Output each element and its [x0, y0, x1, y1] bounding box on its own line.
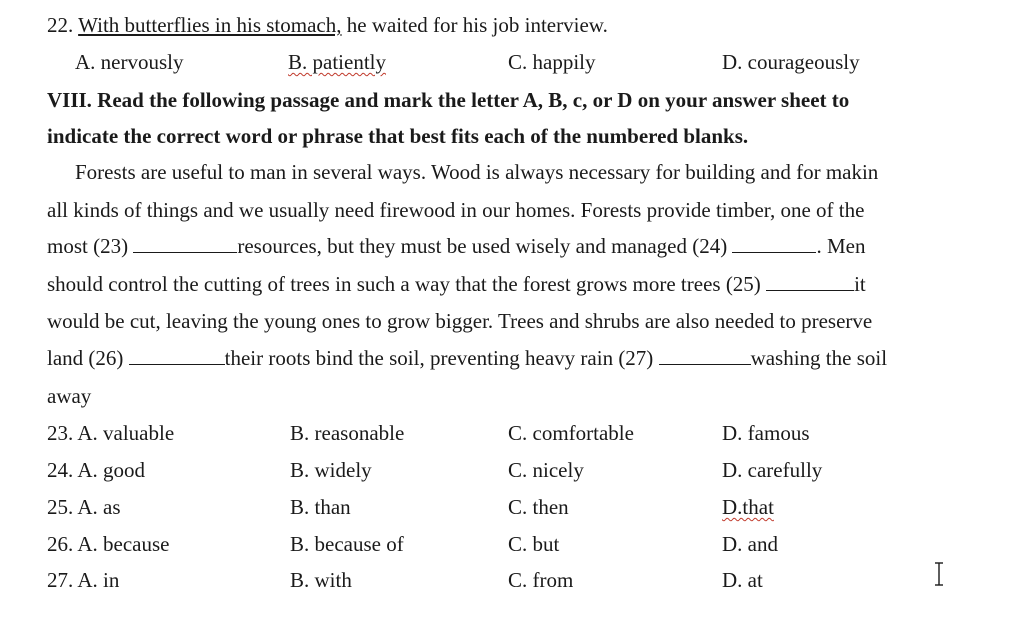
question-22-option-a: A. nervously	[75, 50, 184, 74]
question-26-option-d: D. and	[722, 532, 778, 556]
question-22-number: 22.	[47, 13, 74, 37]
blank-25	[766, 272, 854, 291]
question-27-option-d: D. at	[722, 568, 763, 592]
question-22-underlined-phrase: With butterflies in his stomach,	[78, 13, 342, 37]
question-23-option-a: 23. A. valuable	[47, 421, 175, 445]
question-23-option-c: C. comfortable	[508, 421, 634, 445]
question-24-option-a: 24. A. good	[47, 458, 146, 482]
passage-line-4	[47, 270, 866, 298]
text-cursor-icon	[932, 562, 946, 586]
question-23-option-b: B. reasonable	[290, 421, 405, 445]
blank-27	[659, 346, 751, 365]
passage-line-4-b: it	[854, 272, 866, 296]
question-25-option-b: B. than	[290, 495, 351, 519]
question-24-option-c: C. nicely	[508, 458, 584, 482]
question-22-rest: he waited for his job interview.	[341, 13, 608, 37]
question-24-option-b: B. widely	[290, 458, 372, 482]
passage-line-2: all kinds of things and we usually need firewood in our homes. Forests provide timber, one of the	[47, 198, 865, 222]
passage-line-6-b: their roots bind the soil, preventing heavy rain (27)	[224, 346, 659, 370]
passage-line-1: Forests are useful to man in several ways. Wood is always necessary for building and for makin	[75, 160, 879, 184]
question-27-option-a: 27. A. in	[47, 568, 120, 592]
passage-line-5: would be cut, leaving the young ones to grow bigger. Trees and shrubs are also needed to preserve	[47, 309, 873, 333]
question-22-option-b	[288, 48, 386, 76]
question-24-option-d: D. carefully	[722, 458, 823, 482]
question-26-option-c: C. but	[508, 532, 560, 556]
question-23-option-d: D. famous	[722, 421, 810, 445]
question-25-option-d	[722, 493, 774, 521]
question-22-option-d: D. courageously	[722, 50, 860, 74]
question-22-option-b-text: B. patiently	[288, 50, 386, 74]
section-heading-line-2: indicate the correct word or phrase that best fits each of the numbered blanks.	[47, 124, 749, 148]
passage-line-6	[47, 344, 887, 372]
blank-24	[732, 234, 816, 253]
passage-line-3-c: . Men	[816, 234, 866, 258]
question-22-stem	[47, 11, 608, 39]
blank-26	[129, 346, 225, 365]
question-25-option-a: 25. A. as	[47, 495, 121, 519]
blank-23	[133, 234, 237, 253]
passage-line-3	[47, 232, 865, 260]
question-27-option-b: B. with	[290, 568, 352, 592]
passage-line-7: away	[47, 384, 92, 408]
passage-line-6-c: washing the soil	[750, 346, 888, 370]
passage-line-6-a: land (26)	[47, 346, 129, 370]
question-27-option-c: C. from	[508, 568, 574, 592]
question-22-option-c: C. happily	[508, 50, 596, 74]
question-26-option-a: 26. A. because	[47, 532, 170, 556]
question-25-option-d-text: D.that	[722, 495, 774, 519]
passage-line-4-a: should control the cutting of trees in such a way that the forest grows more trees (25)	[47, 272, 767, 296]
question-25-option-c: C. then	[508, 495, 569, 519]
question-26-option-b: B. because of	[290, 532, 404, 556]
passage-line-3-a: most (23)	[47, 234, 134, 258]
passage-line-3-b: resources, but they must be used wisely and managed (24)	[237, 234, 733, 258]
section-heading-line-1: VIII. Read the following passage and mark the letter A, B, c, or D on your answer sheet to	[47, 88, 850, 112]
